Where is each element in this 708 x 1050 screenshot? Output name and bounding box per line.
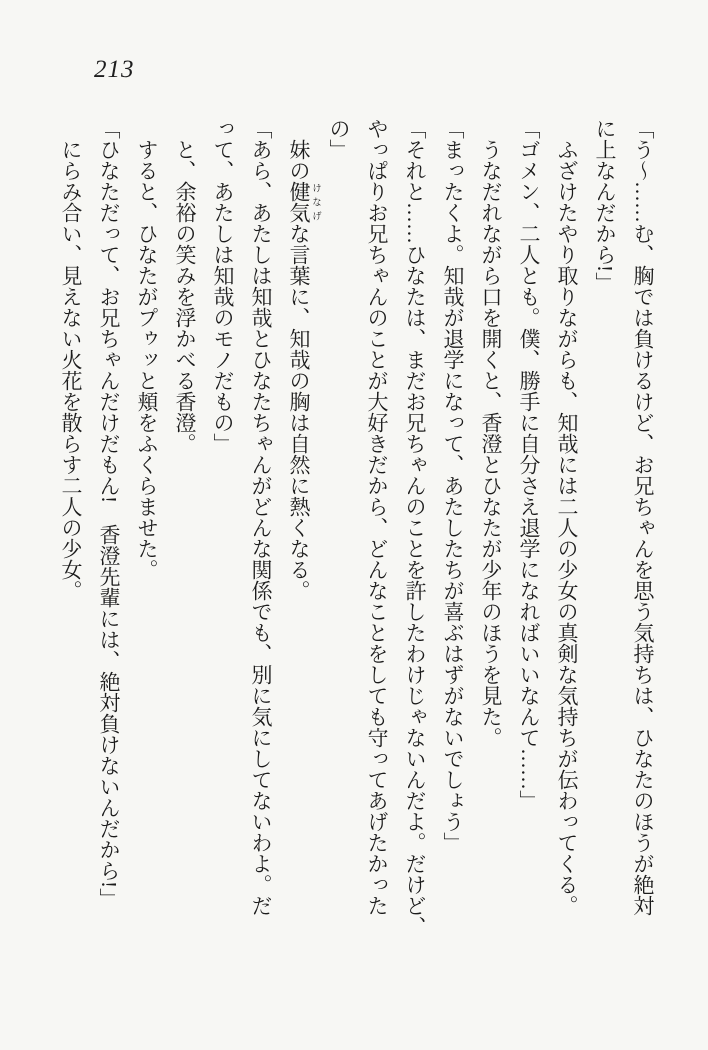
text-line-13: と、余裕の笑みを浮かべる香澄。 xyxy=(173,139,197,454)
text-line-15: 「ひなただって、お兄ちゃんだけだもん! 香澄先輩には、絶対負けないんだから!」 xyxy=(97,118,121,909)
page-number: 213 xyxy=(94,56,135,83)
text-line-8: やっぱりお兄ちゃんのことが大好きだから、どんなことをしても守ってあげたかった xyxy=(365,118,389,916)
text-line-10-pre: 妹の xyxy=(287,139,311,181)
text-line-5: うなだれながら口を開くと、香澄とひなたが少年のほうを見た。 xyxy=(479,139,503,748)
text-line-10 xyxy=(280,118,320,940)
text-line-11: 「あら、あたしは知哉とひなたちゃんがどんな関係でも、別に気にしてないわよ。だ xyxy=(249,118,273,916)
text-line-4: 「ゴメン、二人とも。僕、勝手に自分さえ退学になればいいなんて……」 xyxy=(517,118,541,811)
ruby-furigana: けなげ xyxy=(310,181,320,223)
text-line-14: すると、ひなたがプゥッと頬をふくらませた。 xyxy=(135,139,159,580)
text-line-9: の」 xyxy=(327,118,351,160)
text-line-6: 「まったくよ。知哉が退学になって、あたしたちが喜ぶはずがないでしょう」 xyxy=(441,118,465,853)
text-line-3: ふざけたやり取りながらも、知哉には二人の少女の真剣な気持ちが伝わってくる。 xyxy=(555,139,579,916)
ruby-kenage xyxy=(287,181,320,223)
vertical-text-block xyxy=(52,118,662,940)
ruby-base: 健気 xyxy=(287,181,311,223)
text-line-10-post: な言葉に、知哉の胸は自然に熱くなる。 xyxy=(287,223,311,601)
text-line-16: にらみ合い、見えない火花を散らす二人の少女。 xyxy=(59,139,83,601)
text-line-12: って、あたしは知哉のモノだもの」 xyxy=(211,118,235,454)
text-line-2: に上なんだから!」 xyxy=(593,118,617,293)
text-line-7: 「それと……ひなたは、まだお兄ちゃんのことを許したわけじゃないんだよ。だけど、 xyxy=(403,118,427,937)
text-line-1: 「う〜……む、胸では負けるけど、お兄ちゃんを思う気持ちは、ひなたのほうが絶対 xyxy=(631,118,655,916)
